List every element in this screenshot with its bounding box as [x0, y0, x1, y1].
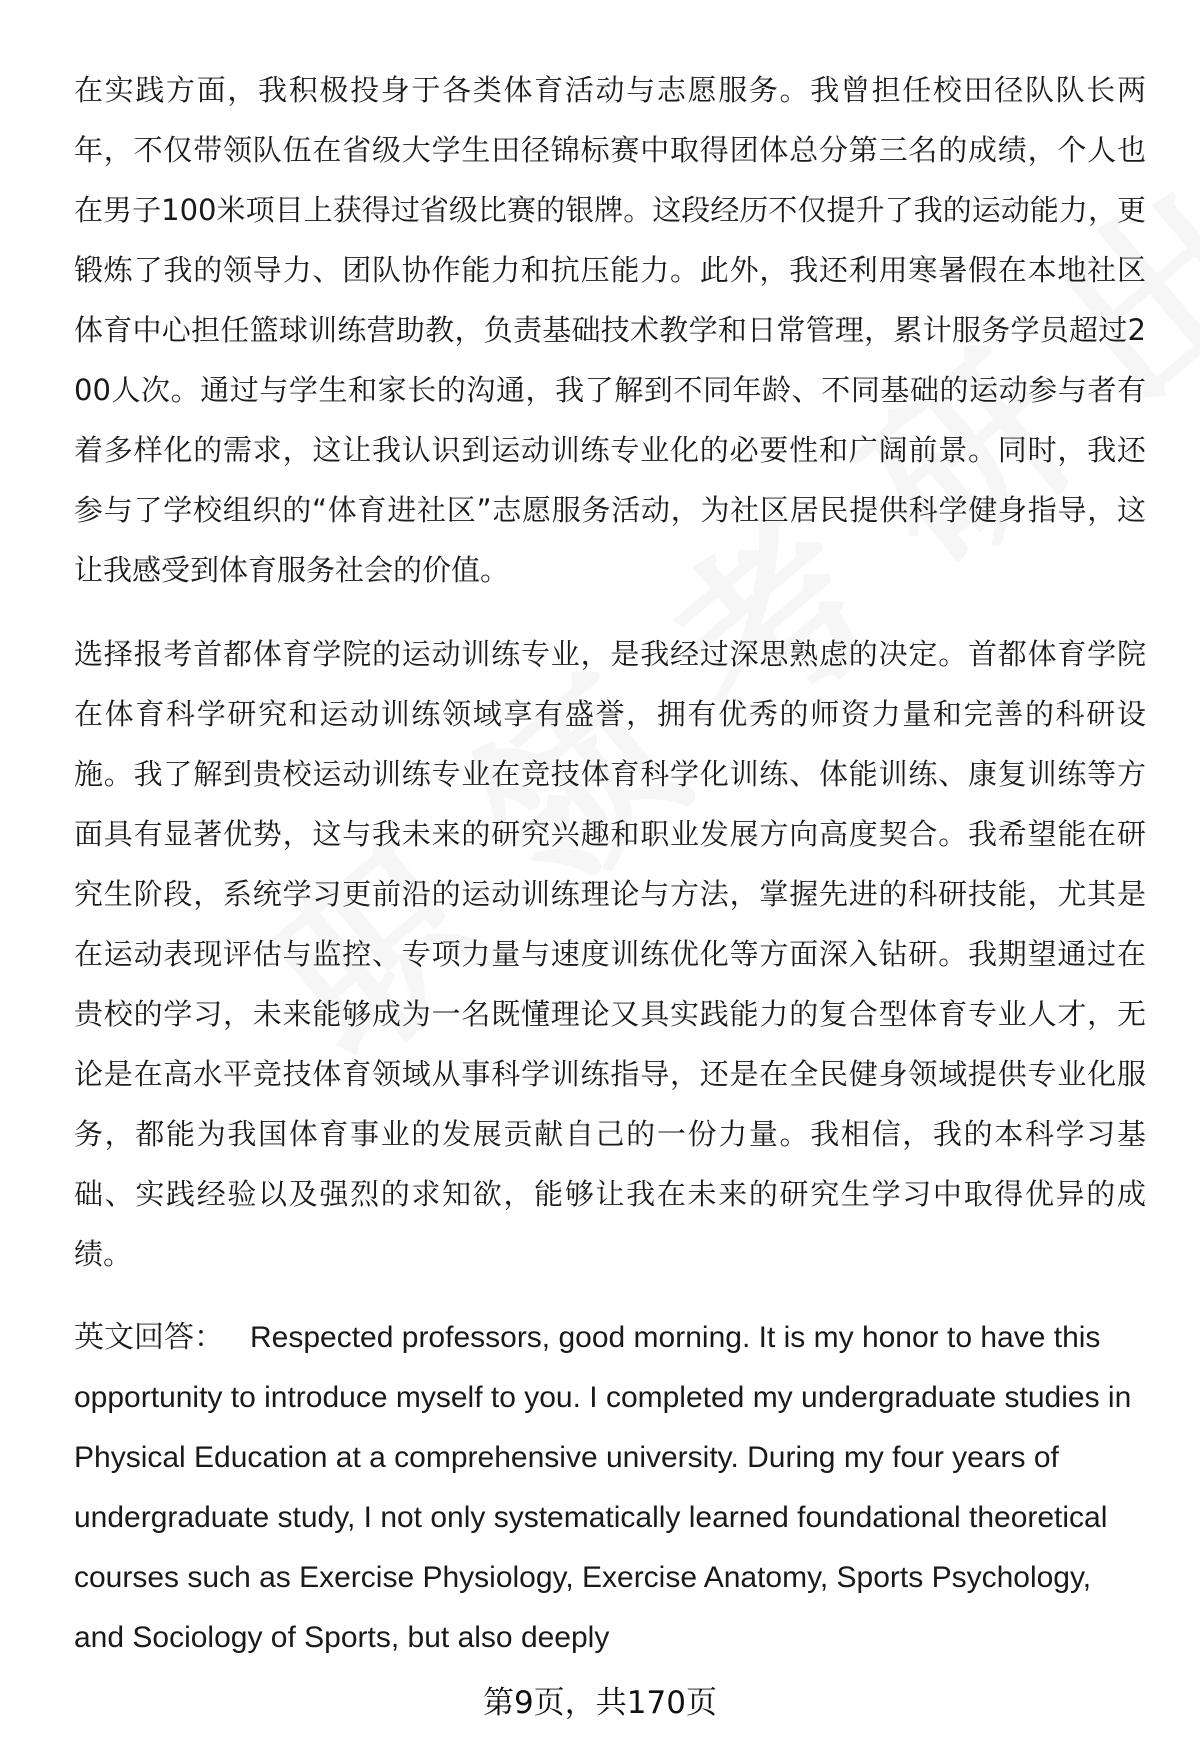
english-answer-text: Respected professors, good morning. It is my honor to have this opportunity to introduce myself to you. I completed my undergraduate studies in Physical Education at a comprehensive university. During my four years of undergraduate study, I not only systematically learned foundational theoretical courses such as Exercise Physiology, Exercise Anatomy, Sports Psychology, and Sociology of Sports, but also deeply — [74, 1321, 1132, 1654]
paragraph-practice: 在实践方面，我积极投身于各类体育活动与志愿服务。我曾担任校田径队队长两年，不仅带领队伍在省级大学生田径锦标赛中取得团体总分第三名的成绩，个人也在男子100米项目上获得过省级比赛的银牌。这段经历不仅提升了我的运动能力，更锻炼了我的领导力、团队协作能力和抗压能力。此外，我还利用寒暑假在本地社区体育中心担任篮球训练营助教，负责基础技术教学和日常管理，累计服务学员超过200人次。通过与学生和家长的沟通，我了解到不同年龄、不同基础的运动参与者有着多样化的需求，这让我认识到运动训练专业化的必要性和广阔前景。同时，我还参与了学校组织的“体育进社区”志愿服务活动，为社区居民提供科学健身指导，这让我感受到体育服务社会的价值。 — [74, 73, 1146, 587]
page-number: 第9页，共170页 — [483, 1685, 717, 1721]
paragraph-motivation: 选择报考首都体育学院的运动训练专业，是我经过深思熟虑的决定。首都体育学院在体育科学研究和运动训练领域享有盛誉，拥有优秀的师资力量和完善的科研设施。我了解到贵校运动训练专业在竞技体育科学化训练、体能训练、康复训练等方面具有显著优势，这与我未来的研究兴趣和职业发展方向高度契合。我希望能在研究生阶段，系统学习更前沿的运动训练理论与方法，掌握先进的科研技能，尤其是在运动表现评估与监控、专项力量与速度训练优化等方面深入钻研。我期望通过在贵校的学习，未来能够成为一名既懂理论又具实践能力的复合型体育专业人才，无论是在高水平竞技体育领域从事科学训练指导，还是在全民健身领域提供专业化服务，都能为我国体育事业的发展贡献自己的一份力量。我相信，我的本科学习基础、实践经验以及强烈的求知欲，能够让我在未来的研究生学习中取得优异的成绩。 — [74, 637, 1146, 1271]
document-body — [74, 60, 1146, 1692]
page-footer — [0, 1683, 1200, 1723]
english-answer-label: 英文回答： — [74, 1320, 224, 1355]
paragraph-english-answer — [74, 1308, 1146, 1668]
